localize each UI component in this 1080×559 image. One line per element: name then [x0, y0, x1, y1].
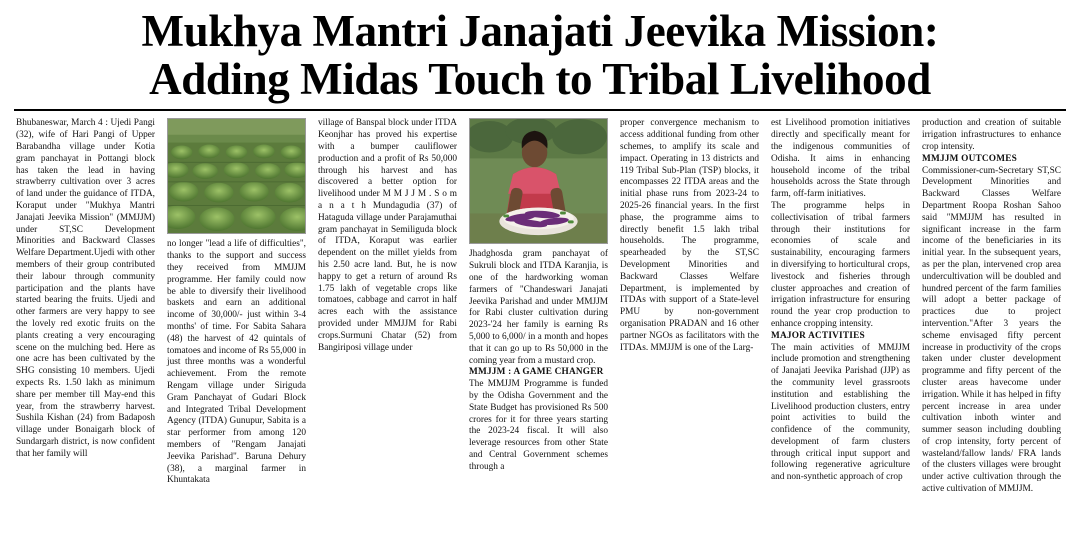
article-column-2	[161, 118, 312, 542]
column-7-subhead: MMJJM OUTCOMES	[922, 153, 1017, 164]
column-7-text: production and creation of suitable irrigation infrastructures to enhance crop intensity.	[922, 118, 1061, 152]
cabbage-field-photo-image	[167, 118, 306, 234]
column-6-text-2: The programme helps in collectivisation of tribal farmers through their institutions for economies of scale and sustainability, encouraging farmers in diversifying to horticultural crops, livestock and fisheries through cluster approaches and creation of irrigation infrastructure for ensuring round the year crop production to enhance cropping intensity.	[771, 200, 910, 329]
column-7-text-2: Commissioner-cum-Secretary ST,SC Development Minorities and Backward Classes Welfare Department Roopa Roshan Sahoo said "MMJJM has resulted in significant increase in the farm income of the beneficiaries in its initial year. In the subsequent years, as per the plan, intervened crop area undercultivation will be doubled and hundred percent of the farm families will adopt a better package of practices due to project intervention."After 3 years the scheme envisaged fifty percent increase in productivity of the crops taken under cluster development programme and fifty percent of the cluster areas havecome under irrigation. While it has helped in fifty percent increase in area under cultivation inboth winter and summer season including doubling of crop intensity, forty percent of wasteland/fallow lands/ FRA lands of the clusters villages were brought under active cultivation through the active cultivation of MMJJM.	[922, 165, 1061, 495]
column-6-subhead: MAJOR ACTIVITIES	[771, 330, 865, 341]
article-columns	[10, 118, 1070, 542]
column-2-text: no longer "lead a life of difficulties", thanks to the support and success they received from MMJJM programme. Her family could now be able to diversify their livelihood baskets and earn an additional income of 30,000/- just within 3-4 months' of time. For Sabita Sahara (48) the harvest of 42 quintals of tomatoes and income of Rs 55,000 in just three months was a wonderful achievement. From the remote Rengam village under Siriguda Gram Panchayat of Gudari Block and Integrated Tribal Development Agency (ITDA) Gunupur, Sabita is a star performer from among 120 members of "Rengam Janajati Jeevika Parishad". Baruna Dehury (38), a marginal farmer in Khuntakata	[167, 239, 306, 486]
column-4-text: Jhadghosda gram panchayat of Sukruli block and ITDA Karanjia, is one of the hardworking woman farmers of "Chandeswari Janajati Jeevika Parishad and under MMJJM for Rabi cluster cultivation during 2023-'24 her family is earning Rs 5,000 to 6,000/ in a month and hopes that it can go up to Rs 50,000 in the coming year from a mustard crop.	[469, 249, 608, 366]
column-1-text: Bhubaneswar, March 4 : Ujedi Pangi (32), wife of Hari Pangi of Upper Barabandha village under Kotia gram panchayat in Pottangi block has taken the lead in having strawberry cultivation over 3 acres of land under the guidance of ITDA, Koraput under "Mukhya Mantri Janajati Jeevika Mission" (MMJJM) under ST,SC Development Minorities and Backward Classes Welfare Department.Ujedi with other members of their group contributed their labour through community participation and the plants have started bearing the fruits. Ujedi and other farmers are very happy to see the lovely red exotic fruits on the plants creating a very encouraging scene on the mulching bed. Here as one acre has been cultivated by the SHG consisting 10 members. Ujedi expects Rs. 1.50 lakh as minimum share per member till May-end this year, from the strawberry harvest. Sushila Kishan (24) from Badaposh village under Bonaigarh block of Sundargarh district, is now confident that her family will	[16, 118, 155, 459]
article-column-7	[916, 118, 1067, 542]
woman-with-brinjal-harvest-photo	[469, 118, 608, 244]
article-column-3	[312, 118, 463, 542]
headline-line-2: Adding Midas Touch to Tribal Livelihood	[149, 53, 931, 104]
article-column-1	[10, 118, 161, 542]
page-title	[10, 8, 1070, 103]
column-6-text-3: The main activities of MMJJM include promotion and strengthening of Janajati Jeevika Parishad (JJP) as the community level grassroots institution and establishing the Livelihood production clusters, entry point activities to build the confidence of the community, development of farm clusters through critical input support and following regenerative agriculture and non-synthetic approach of crop	[771, 342, 910, 483]
header-divider	[14, 109, 1066, 111]
article-column-5	[614, 118, 765, 542]
column-5-text: proper convergence mechanism to access additional funding from other schemes, to amplify its scale and impact. Operating in 13 districts and 119 Tribal Sub-Plan (TSP) blocks, it encompasses 22 ITDA areas and the initial phase runs from 2023-24 to 2025-26 financial years. In the first phase, the programme aims to directly benefit 1.5 lakh tribal households. The programme, spearheaded by the ST,SC Development Minorities and Backward Classes Welfare Department, is implemented by ITDAs with support of a State-level PMU by non-government organisation PRADAN and 16 other partner NGOs as facilitators with the ITDAs. MMJJM is one of the Larg-	[620, 118, 759, 353]
column-6-text: est Livelihood promotion initiatives directly and specifically meant for the indigenous communities of Odisha. It aims in enhancing household income of the tribal households across the State through farm, off-farm initiatives.	[771, 118, 910, 200]
woman-with-brinjal-harvest-image	[469, 118, 608, 244]
column-4-text-2: The MMJJM Programme is funded by the Odisha Government and the State Budget has provisioned Rs 500 crores for it for three years starting the 2023-24 fiscal. It will also leverage resources from other State and Central Government schemes through a	[469, 379, 608, 472]
column-4-subhead: MMJJM : A GAME CHANGER	[469, 367, 604, 378]
column-3-text: village of Banspal block under ITDA Keonjhar has proved his expertise with a bumper cauliflower production and a profit of Rs 50,000 through his harvest and has discovered a better option for livelihood under M M J J M . S o m a n a t h Mundagudia (37) of Hataguda village under Parajamuthai gram panchayat in Semiliguda block of ITDA, Koraput was earlier dependent on the millet yields from his 2.50 acre land. But, he is now happy to get a return of around Rs 1.75 lakh of vegetable crops like tomatoes, cabbage and carrot in half acres each with the assistance provided under MMJJM for Rabi crops.Surmuni Chatar (52) from Bangiriposi village under	[318, 118, 457, 353]
article-column-4	[463, 118, 614, 542]
article-column-6	[765, 118, 916, 542]
cabbage-field-photo	[167, 118, 306, 234]
headline-line-1: Mukhya Mantri Janajati Jeevika Mission:	[141, 6, 939, 56]
